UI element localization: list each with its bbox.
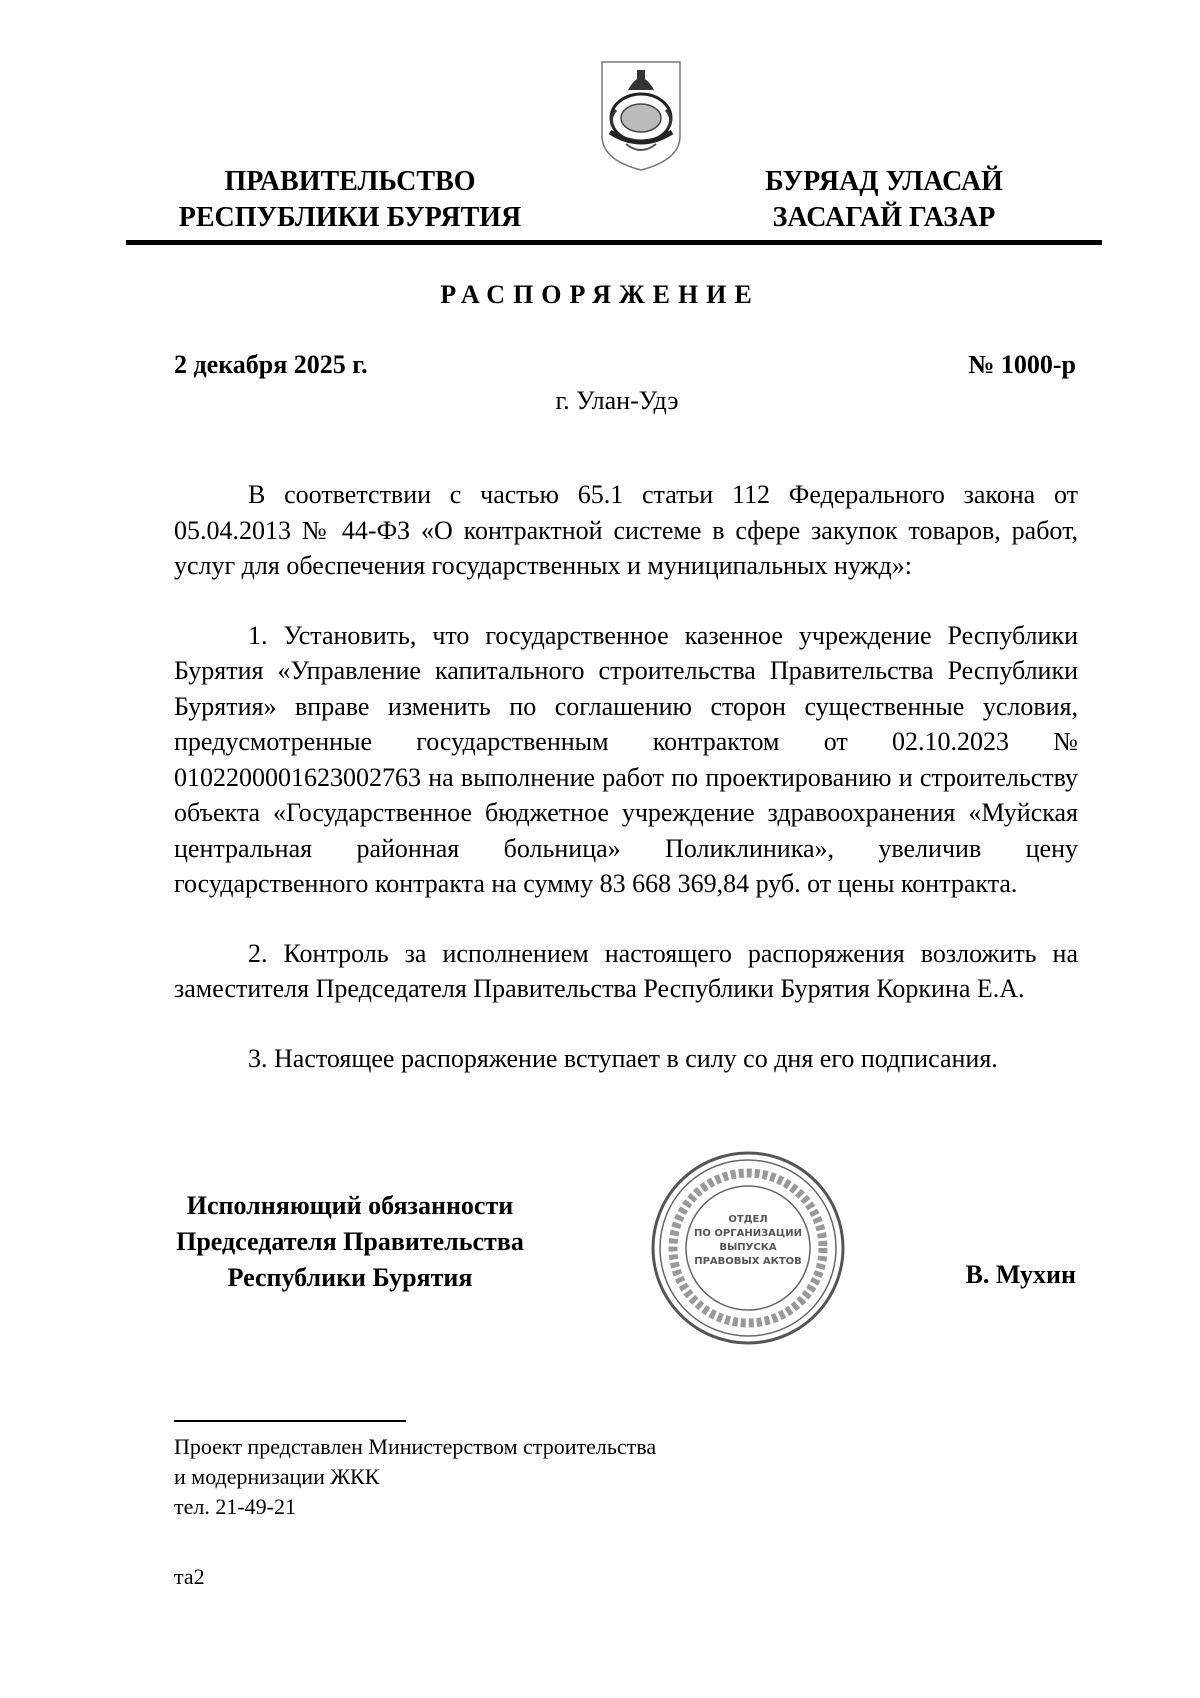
footer-divider xyxy=(174,1420,406,1422)
signatory-line3: Республики Бурятия xyxy=(227,1263,473,1292)
government-name-buryat xyxy=(724,164,1044,236)
item-3-paragraph: 3. Настоящее распоряжение вступает в силу со дня его подписания. xyxy=(248,1043,998,1073)
gov-left-line1: ПРАВИТЕЛЬСТВО xyxy=(224,166,476,197)
footer-phone: тел. 21-49-21 xyxy=(174,1494,297,1519)
stamp-line-1: ОТДЕЛ xyxy=(728,1214,768,1225)
signatory-name: В. Мухин xyxy=(965,1260,1076,1289)
round-stamp-icon xyxy=(650,1150,846,1346)
document-number: № 1000-р xyxy=(968,350,1076,379)
header-divider xyxy=(126,240,1102,245)
footer-code: та2 xyxy=(174,1564,205,1589)
document-date: 2 декабря 2025 г. xyxy=(174,350,368,379)
stamp-line-4: ПРАВОВЫХ АКТОВ xyxy=(694,1256,802,1267)
document-body xyxy=(174,477,1078,1076)
item-2-paragraph: 2. Контроль за исполнением настоящего распоряжения возложить на заместителя Председателя Правительства Республики Бурятия Коркина Е.А. xyxy=(174,938,1078,1003)
preamble-paragraph: В соответствии с частью 65.1 статьи 112 Федерального закона от 05.04.2013 № 44-ФЗ «О контрактной системе в сфере закупок товаров, работ, услуг для обеспечения государственных и муниципальных нужд»: xyxy=(174,480,1078,580)
coat-of-arms-icon xyxy=(596,56,686,174)
gov-left-line2: РЕСПУБЛИКИ БУРЯТИЯ xyxy=(178,202,522,233)
gov-right-line2: ЗАСАГАЙ ГАЗАР xyxy=(772,202,996,233)
document-city: г. Улан-Удэ xyxy=(555,386,679,415)
signatory-line2: Председателя Правительства xyxy=(176,1227,524,1256)
signatory-line1: Исполняющий обязанности xyxy=(186,1191,514,1220)
stamp-line-3: ВЫПУСКА xyxy=(719,1242,777,1253)
stamp-line-2: ПО ОРГАНИЗАЦИИ xyxy=(694,1228,802,1239)
item-1-paragraph: 1. Установить, что государственное казенное учреждение Республики Бурятия «Управление капитального строительства Правительства Республики Бурятия» вправе изменить по соглашению сторон существенные условия, предусмотренные государственным контрактом от 02.10.2023 № 0102200001623002763 на выполнение работ по проектированию и строительству объекта «Государственное бюджетное учреждение здравоохранения «Муйская центральная районная больница» Поликлиника», увеличив цену государственного контракта на сумму 83 668 369,84 руб. от цены контракта. xyxy=(174,620,1078,898)
footer-note-line2: и модернизации ЖКК xyxy=(174,1464,380,1489)
footer-note-line1: Проект представлен Министерством строительства xyxy=(174,1434,657,1459)
footer-note xyxy=(174,1432,656,1522)
gov-right-line1: БУРЯАД УЛАСАЙ xyxy=(765,166,1003,197)
signatory-position xyxy=(150,1188,550,1296)
document-title: РАСПОРЯЖЕНИЕ xyxy=(440,280,760,309)
government-name-russian xyxy=(150,164,550,236)
